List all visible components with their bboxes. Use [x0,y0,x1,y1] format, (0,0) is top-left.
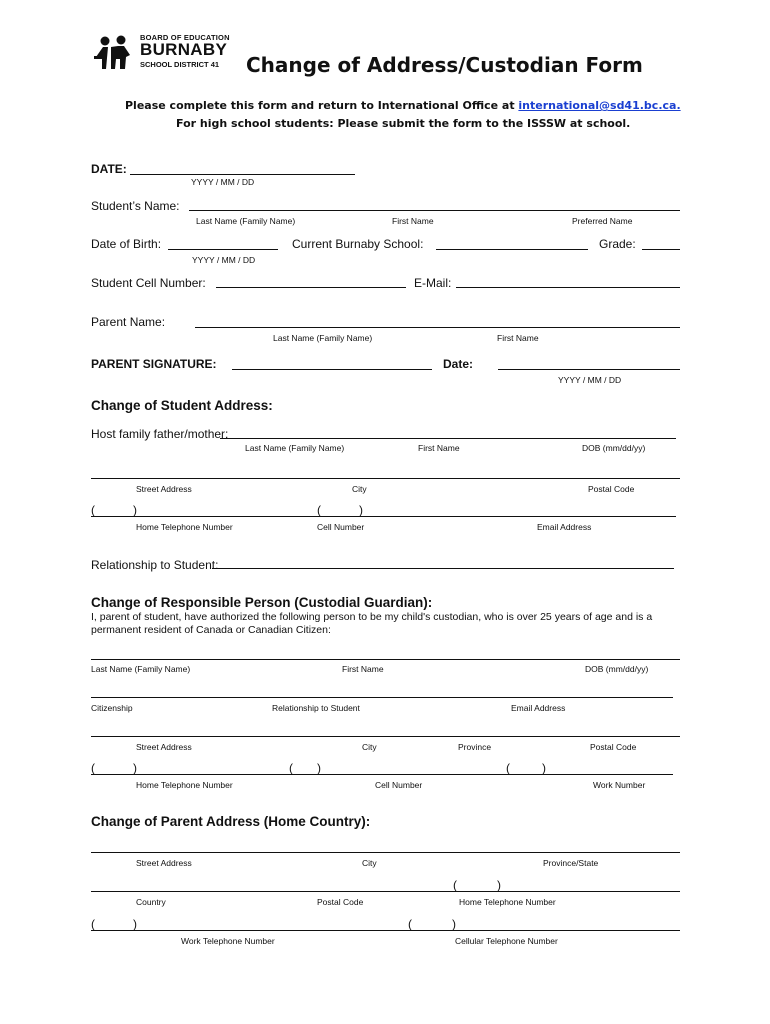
host-family-label: Host family father/mother: [91,427,229,441]
parent-home-close-paren: ) [497,878,501,892]
parent-cell-tel-hint: Cellular Telephone Number [455,936,558,946]
parent-work-tel-hint: Work Telephone Number [181,936,275,946]
cell-close-paren: ) [359,503,363,517]
district-logo [94,33,230,73]
student-cell-label: Student Cell Number: [91,276,206,290]
student-street-field[interactable] [91,478,680,479]
home-tel-close-paren: ) [133,503,137,517]
parent-last-name-hint: Last Name (Family Name) [273,333,373,343]
custodian-citizenship-field[interactable] [91,697,673,698]
parent-phone-field[interactable] [91,930,680,931]
student-cell-hint: Cell Number [317,522,365,532]
custodian-paragraph-1: I, parent of student, have authorized the following person to be my child's custodian, who is over 25 years of age and is a [91,611,653,623]
student-phone-field[interactable] [91,516,676,517]
host-last-name-hint: Last Name (Family Name) [245,443,345,453]
date-field[interactable] [130,174,355,175]
student-postal-hint: Postal Code [588,484,635,494]
cell-open-paren: ( [317,503,321,517]
parent-signature-label: PARENT SIGNATURE: [91,357,217,371]
parent-work-open-paren: ( [91,917,95,931]
signature-date-label: Date: [443,357,474,371]
parent-postal-hint: Postal Code [317,897,364,907]
school-label: Current Burnaby School: [292,237,424,251]
parent-name-field[interactable] [195,327,680,328]
cust-work-open-paren: ( [506,761,510,775]
parent-cell-open-paren: ( [408,917,412,931]
instructions-line2: For high school students: Please submit the form to the ISSSW at school. [176,117,631,130]
custodian-relationship-hint: Relationship to Student [272,703,360,713]
parent-first-name-hint: First Name [497,333,539,343]
student-street-hint: Street Address [136,484,192,494]
relationship-field[interactable] [212,568,674,569]
logo-line3: SCHOOL DISTRICT 41 [140,60,220,69]
parent-street-hint: Street Address [136,858,192,868]
host-first-name-hint: First Name [418,443,460,453]
school-field[interactable] [436,249,588,250]
logo-line1: BOARD OF EDUCATION [140,33,230,42]
parent-name-label: Parent Name: [91,315,166,329]
parent-home-tel-hint: Home Telephone Number [459,897,556,907]
student-preferred-name-hint: Preferred Name [572,216,633,226]
custodian-cell-hint: Cell Number [375,780,423,790]
custodian-home-tel-hint: Home Telephone Number [136,780,233,790]
parent-country-hint: Country [136,897,166,907]
grade-field[interactable] [642,249,680,250]
custodian-name-field[interactable] [91,659,680,660]
student-address-heading: Change of Student Address: [91,398,273,413]
parent-cell-close-paren: ) [452,917,456,931]
home-tel-open-paren: ( [91,503,95,517]
signature-date-hint: YYYY / MM / DD [558,375,622,385]
custodian-phone-field[interactable] [91,774,673,775]
custodian-work-hint: Work Number [593,780,646,790]
instructions-text: Please complete this form and return to International Office at [125,99,519,112]
people-logo-icon [94,35,136,71]
custodian-heading: Change of Responsible Person (Custodial Guardian): [91,595,433,610]
cust-work-close-paren: ) [542,761,546,775]
custodian-email-hint: Email Address [511,703,566,713]
student-city-hint: City [352,484,367,494]
custodian-last-name-hint: Last Name (Family Name) [91,664,191,674]
custodian-dob-hint: DOB (mm/dd/yy) [585,664,649,674]
international-email-link[interactable]: international@sd41.bc.ca. [518,99,681,112]
date-label: DATE: [91,162,127,176]
student-last-name-hint: Last Name (Family Name) [196,216,296,226]
cust-home-close-paren: ) [133,761,137,775]
student-name-label: Student’s Name: [91,199,180,213]
student-home-tel-hint: Home Telephone Number [136,522,233,532]
custodian-first-name-hint: First Name [342,664,384,674]
page-title: Change of Address/Custodian Form [246,53,643,77]
host-family-field[interactable] [220,438,676,439]
logo-line2: BURNABY [140,40,228,59]
dob-label: Date of Birth: [91,237,162,251]
parent-country-field[interactable] [91,891,680,892]
student-email-hint: Email Address [537,522,592,532]
cust-home-open-paren: ( [91,761,95,775]
dob-field[interactable] [168,249,278,250]
student-cell-field[interactable] [216,287,406,288]
dob-hint: YYYY / MM / DD [192,255,256,265]
cust-cell-close-paren: ) [317,761,321,775]
custodian-street-hint: Street Address [136,742,192,752]
custodian-citizenship-hint: Citizenship [91,703,133,713]
host-dob-hint: DOB (mm/dd/yy) [582,443,646,453]
cust-cell-open-paren: ( [289,761,293,775]
parent-city-hint: City [362,858,377,868]
parent-address-heading: Change of Parent Address (Home Country): [91,814,371,829]
student-email-field[interactable] [456,287,680,288]
custodian-paragraph-2: permanent resident of Canada or Canadian Citizen: [91,624,331,636]
parent-home-open-paren: ( [453,878,457,892]
parent-signature-field[interactable] [232,369,432,370]
custodian-postal-hint: Postal Code [590,742,637,752]
parent-province-hint: Province/State [543,858,599,868]
custodian-province-hint: Province [458,742,492,752]
parent-work-close-paren: ) [133,917,137,931]
relationship-label: Relationship to Student: [91,558,219,572]
custodian-city-hint: City [362,742,377,752]
student-first-name-hint: First Name [392,216,434,226]
signature-date-field[interactable] [498,369,680,370]
custodian-street-field[interactable] [91,736,680,737]
student-name-field[interactable] [189,210,680,211]
parent-street-field[interactable] [91,852,680,853]
student-email-label: E-Mail: [414,276,452,290]
date-hint: YYYY / MM / DD [191,177,255,187]
grade-label: Grade: [599,237,636,251]
instructions-line1 [125,99,681,112]
